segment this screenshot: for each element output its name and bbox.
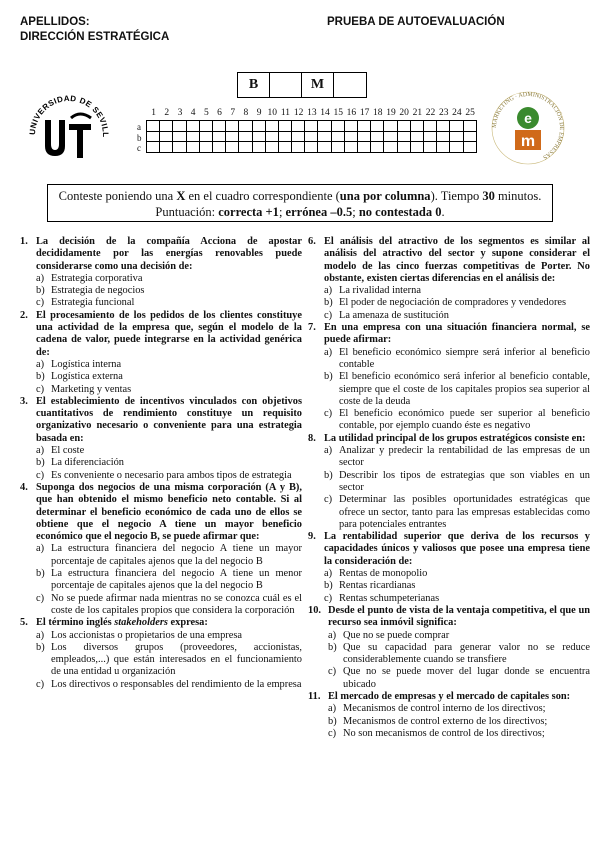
option-text: La amenaza de sustitución (339, 309, 449, 321)
option-text: No son mecanismos de control de los directivos; (343, 727, 545, 739)
grid-row-label: a (137, 122, 141, 132)
option-letter: b) (324, 371, 333, 383)
answer-cell[interactable] (410, 142, 423, 153)
answer-cell[interactable] (265, 121, 278, 132)
answer-cell[interactable] (160, 142, 173, 153)
answer-option (36, 359, 302, 371)
grid-column-number: 22 (425, 108, 436, 118)
answer-option (36, 457, 302, 469)
answer-cell[interactable] (397, 121, 410, 132)
answer-cell[interactable] (344, 131, 357, 142)
instructions-line-2: Puntuación: correcta +1; errónea –0.5; no contestada 0. (155, 205, 445, 219)
questions-left-column (20, 236, 302, 691)
question-text: El análisis del atractivo de los segmentos es similar al análisis del atractivo del sector y supone considerar el modelo de las cinco fuerzas competitivas de Porter. No obstante, existen ciertas diferencias en el análisis de: (324, 236, 590, 284)
answer-cell[interactable] (292, 131, 305, 142)
answer-cell[interactable] (278, 131, 291, 142)
option-text: Mecanismos de control externo de los directivos; (343, 715, 548, 727)
grid-column-number: 14 (320, 108, 330, 118)
question-number: 4. (20, 481, 28, 493)
option-text: El beneficio económico siempre será inferior al beneficio contable (339, 346, 590, 370)
option-letter: c) (36, 469, 45, 481)
answer-option (324, 494, 590, 531)
option-letter: b) (324, 297, 333, 309)
answer-cell[interactable] (252, 131, 265, 142)
question-text: La rentabilidad superior que deriva de los recursos y capacidades únicos y valiosos que posee una empresa tiene la consideración de: (324, 531, 590, 567)
answer-cell[interactable] (147, 131, 160, 142)
answer-cell[interactable] (199, 142, 212, 153)
answer-option (36, 273, 302, 285)
option-text: Rentas ricardianas (339, 580, 416, 592)
answer-cell[interactable] (437, 142, 450, 153)
option-text: El poder de negociación de compradores y vendedores (339, 297, 567, 309)
answer-cell[interactable] (239, 142, 252, 153)
question (308, 322, 590, 433)
answer-cell[interactable] (371, 142, 384, 153)
answer-cell[interactable] (292, 121, 305, 132)
option-text: El coste (51, 445, 85, 457)
option-text: Logística externa (51, 371, 123, 383)
answer-option (324, 568, 590, 580)
answer-option (328, 703, 590, 715)
grid-column-number: 23 (438, 108, 449, 118)
question-number: 10. (308, 604, 321, 616)
option-text: El beneficio económico puede ser superior al beneficio contable, por ejemplo cuando éste es negativo (339, 408, 590, 432)
option-letter: b) (36, 457, 45, 469)
answer-cell[interactable] (305, 142, 318, 153)
answer-option (36, 371, 302, 383)
marketing-department-logo (488, 88, 568, 168)
question-number: 5. (20, 617, 28, 629)
answer-cell[interactable] (199, 121, 212, 132)
question-text: La decisión de la compañía Acciona de apostar decididamente por las energías renovables puede considerarse como una decisión de: (36, 236, 302, 272)
grid-column-number: 5 (203, 108, 209, 118)
answer-cell[interactable] (371, 131, 384, 142)
answer-cell[interactable] (278, 142, 291, 153)
answer-cell[interactable] (292, 142, 305, 153)
option-text: La estructura financiera del negocio A tiene un mayor porcentaje de capitales ajenos que la del negocio B (51, 543, 302, 567)
option-letter: a) (36, 543, 45, 555)
answer-cell[interactable] (358, 131, 371, 142)
apellidos-label: APELLIDOS: (20, 16, 90, 28)
answer-cell[interactable] (265, 142, 278, 153)
option-text: No se puede afirmar nada mientras no se conozca cuál es el coste de los capitales propios que considera la corporación (51, 592, 302, 616)
option-letter: c) (36, 297, 45, 309)
answer-option (36, 543, 302, 568)
option-letter: c) (324, 309, 333, 321)
answer-cell[interactable] (450, 142, 463, 153)
answer-cell[interactable] (450, 131, 463, 142)
grid-row (147, 142, 477, 153)
m-label: M (302, 73, 334, 97)
option-letter: b) (36, 641, 45, 653)
answer-cell[interactable] (463, 121, 476, 132)
answer-cell[interactable] (410, 121, 423, 132)
question-number: 2. (20, 309, 28, 321)
option-letter: a) (324, 285, 333, 297)
option-text: Es conveniente o necesario para ambos tipos de estrategia (51, 469, 292, 481)
grid-column-number: 15 (333, 108, 343, 118)
option-text: Que su capacidad para generar valor no se reduce considerablemente cuando se transfiere (343, 641, 590, 666)
question (20, 396, 302, 482)
questions-right-column (308, 236, 590, 740)
option-text: Estrategia corporativa (51, 272, 143, 284)
answer-option (324, 593, 590, 605)
answer-option (324, 408, 590, 433)
option-letter: c) (324, 408, 333, 420)
answer-cell[interactable] (212, 131, 225, 142)
answer-cell[interactable] (199, 131, 212, 142)
option-text: Marketing y ventas (51, 383, 132, 395)
answer-cell[interactable] (463, 142, 476, 153)
question-text: El establecimiento de incentivos vinculados con objetivos cuantitativos de rendimiento constituye un requisito organizativo necesario o conveniente para una estrategia basada en: (36, 395, 302, 444)
option-text: Analizar y predecir la rentabilidad de las empresas de un sector (339, 445, 590, 469)
option-text: Estrategia de negocios (51, 285, 145, 297)
answer-option (36, 642, 302, 679)
option-text: El beneficio económico será inferior al beneficio contable, siempre que el coste de los capitales propios sea superior al coste de la deuda (339, 371, 590, 407)
option-letter: b) (328, 641, 337, 653)
question-text: El mercado de empresas y el mercado de capitales son: (328, 690, 571, 702)
answer-cell[interactable] (318, 142, 331, 153)
grid-column-number: 11 (280, 108, 291, 118)
answer-cell[interactable] (252, 121, 265, 132)
grid-column-number: 24 (452, 108, 462, 118)
answer-option (324, 580, 590, 592)
answer-option (36, 630, 302, 642)
b-label: B (238, 73, 270, 97)
option-letter: a) (36, 272, 45, 284)
answer-cell[interactable] (160, 131, 173, 142)
grid-column-number: 3 (177, 108, 183, 118)
option-letter: a) (328, 703, 337, 715)
answer-option (324, 285, 590, 297)
grid-column-number: 17 (359, 108, 370, 118)
question (20, 236, 302, 310)
answer-cell[interactable] (384, 121, 397, 132)
answer-option (324, 347, 590, 372)
instructions-line-1: Conteste poniendo una X en el cuadro correspondiente (una por columna). Tiempo 30 minutos. (58, 189, 542, 203)
answer-cell[interactable] (410, 131, 423, 142)
grid-column-number: 1 (151, 108, 156, 118)
question (308, 531, 590, 605)
answer-cell[interactable] (212, 142, 225, 153)
answer-cell[interactable] (384, 142, 397, 153)
answer-option (36, 679, 302, 691)
question-number: 1. (20, 236, 28, 247)
answer-cell[interactable] (226, 142, 239, 153)
grid-column-number: 25 (465, 108, 475, 118)
grid-column-number: 21 (412, 108, 423, 118)
question-text: En una empresa con una situación financiera normal, se puede afirmar: (324, 322, 590, 346)
answer-cell[interactable] (318, 121, 331, 132)
grid-column-number: 13 (307, 108, 317, 118)
option-letter: c) (36, 592, 45, 604)
answer-cell[interactable] (239, 121, 252, 132)
grid-column-number: 12 (293, 108, 304, 118)
question (308, 605, 590, 691)
question (20, 482, 302, 617)
answer-cell[interactable] (212, 121, 225, 132)
question (20, 310, 302, 396)
answer-option (36, 470, 302, 482)
answer-option (324, 310, 590, 322)
question-text: Desde el punto de vista de la ventaja competitiva, el que un recurso sea inmóvil significa: (328, 604, 590, 629)
option-text: Determinar las posibles oportunidades estratégicas que ofrece un sector, tanto para las empresas establecidas como para potenciales entrantes (339, 494, 590, 530)
answer-cell[interactable] (397, 142, 410, 153)
answer-cell[interactable] (160, 121, 173, 132)
answer-option (324, 297, 590, 309)
question (308, 691, 590, 740)
grid-row-label: b (137, 132, 142, 143)
svg-text:UNIVERSIDAD DE SEVILLA: UNIVERSIDAD DE SEVILL (27, 93, 110, 138)
answer-option (36, 285, 302, 297)
grid-column-number: 19 (386, 108, 396, 118)
grid-column-number: 4 (190, 108, 196, 118)
question (308, 236, 590, 322)
option-letter: c) (324, 494, 333, 506)
question-text: El procesamiento de los pedidos de los clientes constituye una actividad de la empresa que, según el modelo de la cadena de valor, puede integrarse en la actividad genérica de: (36, 309, 302, 358)
option-text: Los directivos o responsables del rendimiento de la empresa (51, 678, 302, 690)
answer-cell[interactable] (147, 142, 160, 153)
answer-cell[interactable] (318, 131, 331, 142)
answer-cell[interactable] (173, 142, 186, 153)
answer-cell[interactable] (331, 121, 344, 132)
universidad-sevilla-logo (25, 80, 110, 165)
grid-column-number: 9 (256, 108, 262, 118)
answer-option (36, 384, 302, 396)
b-m-answer-boxes (237, 72, 367, 98)
answer-cell[interactable] (358, 121, 371, 132)
answer-cell[interactable] (358, 142, 371, 153)
answer-cell[interactable] (173, 121, 186, 132)
answer-cell[interactable] (331, 142, 344, 153)
option-letter: b) (36, 371, 45, 383)
question-number: 3. (20, 395, 28, 407)
question-number: 9. (308, 531, 316, 543)
answer-cell[interactable] (226, 131, 239, 142)
answer-cell[interactable] (344, 142, 357, 153)
option-text: Rentas schumpeterianas (339, 592, 440, 604)
answer-option (324, 470, 590, 495)
grid-column-number: 2 (164, 108, 170, 118)
answer-cell[interactable] (252, 142, 265, 153)
answer-cell[interactable] (305, 131, 318, 142)
option-letter: a) (324, 346, 333, 358)
answer-grid (146, 120, 477, 153)
grid-row-label: c (137, 143, 141, 153)
grid-column-number: 18 (373, 108, 383, 118)
option-letter: c) (328, 727, 337, 739)
answer-cell[interactable] (397, 131, 410, 142)
answer-cell[interactable] (423, 131, 436, 142)
answer-cell[interactable] (371, 121, 384, 132)
grid-column-number: 7 (230, 108, 236, 118)
grid-column-number: 10 (267, 108, 278, 118)
option-text: Que no se puede mover del lugar donde se encuentra ubicado (343, 666, 590, 690)
answer-cell[interactable] (147, 121, 160, 132)
option-letter: b) (324, 580, 333, 592)
answer-cell[interactable] (437, 121, 450, 132)
answer-cell[interactable] (384, 131, 397, 142)
answer-cell[interactable] (344, 121, 357, 132)
answer-option (328, 716, 590, 728)
answer-option (328, 642, 590, 667)
answer-cell[interactable] (186, 142, 199, 153)
answer-cell[interactable] (305, 121, 318, 132)
option-text: Los accionistas o propietarios de una empresa (51, 629, 243, 641)
option-text: Mecanismos de control interno de los directivos; (343, 703, 546, 715)
question (20, 617, 302, 691)
answer-option (324, 371, 590, 408)
grid-column-number: 8 (243, 108, 249, 118)
instructions-box (47, 184, 553, 222)
answer-cell[interactable] (265, 131, 278, 142)
course-title: DIRECCIÓN ESTRATÉGICA (20, 31, 170, 43)
answer-cell[interactable] (463, 131, 476, 142)
answer-cell[interactable] (239, 131, 252, 142)
option-letter: c) (36, 383, 45, 395)
answer-cell[interactable] (423, 142, 436, 153)
answer-cell[interactable] (437, 131, 450, 142)
option-letter: a) (36, 629, 45, 641)
answer-option (36, 568, 302, 593)
answer-cell[interactable] (331, 131, 344, 142)
question (308, 433, 590, 531)
answer-cell[interactable] (226, 121, 239, 132)
answer-option (36, 297, 302, 309)
question-number: 11. (308, 690, 321, 702)
answer-cell[interactable] (186, 131, 199, 142)
option-text: Estrategia funcional (51, 297, 135, 309)
m-input-box[interactable] (334, 73, 366, 97)
svg-text:e: e (524, 110, 532, 126)
svg-text:m: m (520, 133, 536, 150)
answer-cell[interactable] (278, 121, 291, 132)
option-letter: b) (328, 715, 337, 727)
answer-cell[interactable] (423, 121, 436, 132)
option-letter: b) (324, 469, 333, 481)
answer-option (328, 666, 590, 691)
option-letter: a) (324, 445, 333, 457)
option-text: La estructura financiera del negocio A tiene un menor porcentaje de capitales ajenos que la del negocio B (51, 568, 302, 592)
grid-row (147, 131, 477, 142)
option-text: Los diversos grupos (proveedores, accionistas, empleados,...) que están interesados en el funcionamiento de una entidad u organización (51, 641, 302, 678)
answer-grid-numbers (147, 108, 477, 118)
answer-option (324, 445, 590, 470)
grid-row (147, 121, 477, 132)
answer-cell[interactable] (186, 121, 199, 132)
option-letter: a) (36, 445, 45, 457)
answer-grid-row-labels (137, 122, 142, 154)
answer-cell[interactable] (173, 131, 186, 142)
option-letter: a) (324, 568, 333, 580)
option-letter: b) (36, 568, 45, 580)
option-text: Logística interna (51, 358, 122, 370)
option-text: Describir los tipos de estrategias que son viables en un sector (339, 469, 590, 493)
option-letter: c) (324, 592, 333, 604)
grid-column-number: 6 (217, 108, 222, 118)
answer-option (36, 445, 302, 457)
question-number: 8. (308, 432, 316, 444)
question-text: Suponga dos negocios de una misma corporación (A y B), que han obtenido el mismo beneficio neto contable. Si al determinar el beneficio económico de cada uno de ellos se obtiene que el negocio A tiene un mayor beneficio económico que el negocio B, se puede afirmar que: (36, 481, 302, 543)
option-text: Rentas de monopolio (339, 568, 428, 580)
b-input-box[interactable] (270, 73, 302, 97)
test-title: PRUEBA DE AUTOEVALUACIÓN (327, 16, 505, 28)
question-text: El término inglés stakeholders expresa: (36, 617, 208, 629)
option-text: La rivalidad interna (339, 285, 421, 297)
svg-text:MARKETING · ADMINISTRACIÓN DE: MARKETING · ADMINISTRACIÓN DE EMPRESAS (491, 91, 565, 160)
grid-column-number: 16 (346, 108, 357, 118)
answer-option (328, 728, 590, 740)
option-letter: a) (36, 358, 45, 370)
option-text: La diferenciación (51, 457, 124, 469)
question-number: 7. (308, 322, 316, 334)
option-letter: a) (328, 629, 337, 641)
option-text: Que no se puede comprar (343, 629, 450, 641)
option-letter: c) (328, 666, 337, 678)
option-letter: b) (36, 285, 45, 297)
question-text: La utilidad principal de los grupos estratégicos consiste en: (324, 432, 586, 444)
grid-column-number: 20 (399, 108, 409, 118)
answer-cell[interactable] (450, 121, 463, 132)
answer-option (328, 630, 590, 642)
option-letter: c) (36, 678, 45, 690)
question-number: 6. (308, 236, 316, 247)
answer-option (36, 593, 302, 618)
